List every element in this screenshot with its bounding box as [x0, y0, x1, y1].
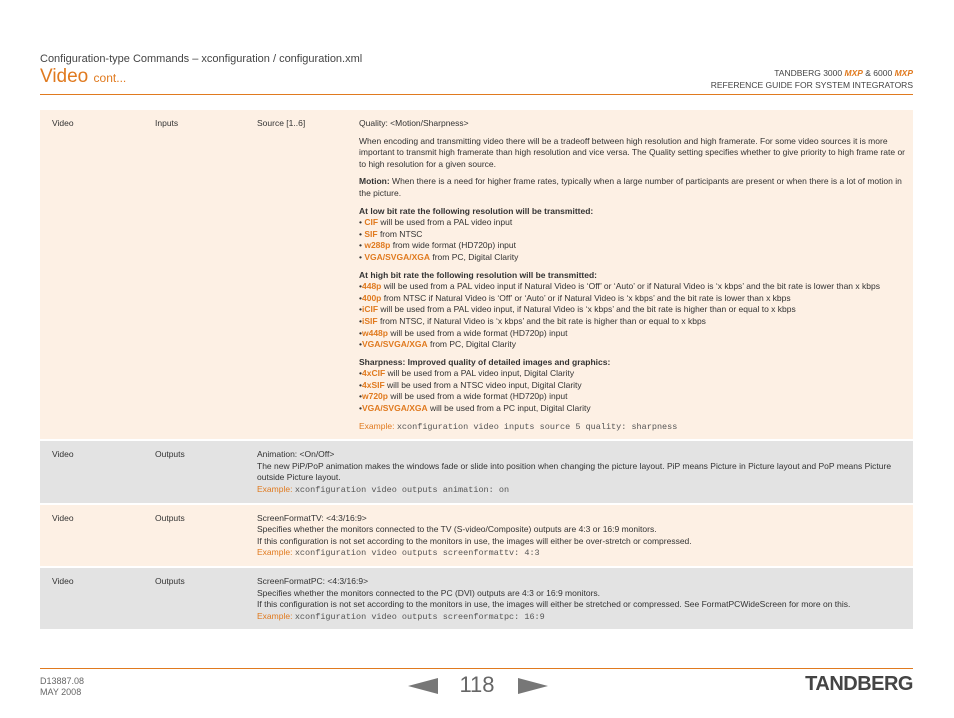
motion-para [359, 176, 907, 199]
tandberg-logo: TANDBERG [805, 673, 913, 695]
resolution-text: will be used from a wide format (HD720p) input [387, 327, 568, 338]
bullet: • [359, 403, 362, 414]
config-table [40, 108, 913, 631]
sharp-head: Sharpness: Improved quality of detailed images and graphics: [359, 356, 611, 367]
resolution-key: SIF [364, 228, 378, 239]
motion-label: Motion: [359, 176, 390, 187]
bullet: • [359, 217, 365, 228]
low-head: At low bit rate the following resolution will be transmitted: [359, 205, 594, 216]
bullet: • [359, 292, 362, 303]
cell-category: Video [40, 441, 143, 502]
example-label: Example: [257, 610, 293, 621]
list-item [359, 217, 907, 229]
motion-desc: When there is a need for higher frame rates, typically when a large number of participants are present or when there is a lot of motion in the picture. [359, 176, 902, 198]
cell-category: Video [40, 568, 143, 629]
resolution-text: from NTSC, if Natural Video is ‘x kbps’ and the bit rate is higher than or equal to x kbps [377, 315, 706, 326]
resolution-text: will be used from a PAL video input, Digital Clarity [385, 368, 575, 379]
resolution-key: w448p [361, 327, 388, 338]
resolution-text: from PC, Digital Clarity [430, 251, 519, 262]
resolution-key: 4xCIF [361, 368, 386, 379]
bullet: • [359, 368, 362, 379]
list-item [359, 293, 907, 305]
param-head: ScreenFormatPC: <4:3/16:9> [257, 576, 369, 586]
list-item [359, 252, 907, 264]
high-list [359, 281, 907, 351]
cell-group: Outputs [143, 505, 245, 566]
resolution-key: w288p [364, 240, 391, 251]
example [257, 484, 907, 497]
list-item [359, 240, 907, 252]
header-divider [40, 94, 913, 95]
doc-id [40, 676, 84, 698]
section-subtitle: Configuration-type Commands – xconfiguration / configuration.xml [40, 53, 363, 65]
resolution-text: will be used from a PC input, Digital Clarity [427, 403, 591, 414]
resolution-key: w720p [361, 391, 388, 402]
list-item [359, 368, 907, 380]
list-item [359, 380, 907, 392]
cell-group: Outputs [143, 568, 245, 629]
resolution-key: 448p [361, 281, 382, 292]
resolution-key: VGA/SVGA/XGA [361, 403, 428, 414]
list-item [359, 304, 907, 316]
page-title-text: Video [40, 66, 89, 87]
resolution-key: 400p [361, 292, 382, 303]
resolution-text: will be used from a PAL video input [378, 217, 513, 228]
param-line: If this configuration is not set according to the monitors in use, the images will either be stretched or compressed. See FormatPCWideScreen for more on this. [257, 599, 851, 610]
param-head: Animation: <On/Off> [257, 449, 335, 460]
param-head: ScreenFormatTV: <4:3/16:9> [257, 512, 367, 523]
resolution-text: will be used from a NTSC video input, Digital Clarity [384, 379, 582, 390]
footer-divider [40, 668, 913, 669]
next-page-arrow-icon[interactable] [518, 678, 548, 694]
doc-number: D13887.08 [40, 676, 85, 686]
list-item [359, 328, 907, 340]
resolution-text: from NTSC if Natural Video is ‘Off’ or ‘Auto’ or if Natural Video is ‘x kbps’ and the bit rate is lower than x kbps [381, 292, 791, 303]
example-code: xconfiguration video inputs source 5 quality: sharpness [396, 421, 678, 432]
quality-head: Quality: <Motion/Sharpness> [359, 118, 469, 128]
cell-category: Video [40, 110, 143, 439]
param-line: If this configuration is not set according to the monitors in use, the images will either be over-stretch or compressed. [257, 535, 692, 546]
list-item [359, 316, 907, 328]
page-title [40, 66, 126, 88]
cell-description [245, 568, 913, 629]
resolution-key: CIF [364, 217, 379, 228]
bullet: • [359, 304, 362, 315]
bullet: • [359, 240, 365, 251]
product-header [711, 67, 913, 91]
list-item [359, 391, 907, 403]
resolution-text: from PC, Digital Clarity [427, 339, 516, 350]
resolution-text: will be used from a PAL video input, if Natural Video is ‘x kbps’ and the bit rate is higher than or equal to x kbps [378, 304, 796, 315]
list-item [359, 281, 907, 293]
product-name [711, 67, 913, 79]
resolution-text: from NTSC [377, 228, 423, 239]
product-mid: & 6000 [862, 68, 895, 78]
cell-description [245, 505, 913, 566]
list-item [359, 229, 907, 241]
param-line: Specifies whether the monitors connected to the TV (S-video/Composite) outputs are 4:3 or 16:9 monitors. [257, 524, 657, 535]
guide-name: REFERENCE GUIDE FOR SYSTEM INTEGRATORS [710, 80, 913, 90]
example-label: Example: [359, 420, 395, 431]
list-item [359, 403, 907, 415]
cell-group: Inputs [143, 110, 245, 439]
example [359, 421, 907, 434]
table-row [40, 568, 913, 629]
product-mxp-1: MXP [844, 68, 863, 78]
sharp-list [359, 368, 907, 414]
bullet: • [359, 281, 362, 292]
cell-description [245, 441, 913, 502]
cell-group: Outputs [143, 441, 245, 502]
resolution-text: will be used from a wide format (HD720p) input [387, 391, 568, 402]
example [257, 611, 907, 624]
bullet: • [359, 391, 362, 402]
param-line: The new PiP/PoP animation makes the windows fade or slide into position when changing the picture layout. PiP means Picture in Picture layout and PoP means Picture outside Picture layout. [257, 460, 892, 483]
example [257, 547, 907, 560]
cell-parameter: Source [1..6] [245, 110, 347, 439]
bullet: • [359, 379, 362, 390]
prev-page-arrow-icon[interactable] [408, 678, 438, 694]
bullet: • [359, 228, 365, 239]
table-row [40, 505, 913, 566]
product-mxp-2: MXP [894, 68, 913, 78]
page-number: 118 [459, 672, 495, 697]
example-code: xconfiguration video outputs screenformatpc: 16:9 [294, 611, 545, 622]
bullet: • [359, 327, 362, 338]
high-head: At high bit rate the following resolution will be transmitted: [359, 269, 597, 280]
resolution-key: iCIF [361, 304, 379, 315]
table-row [40, 110, 913, 439]
resolution-text: from wide format (HD720p) input [390, 240, 517, 251]
param-line: Specifies whether the monitors connected to the PC (DVI) outputs are 4:3 or 16:9 monitors. [257, 587, 601, 598]
bullet: • [359, 251, 365, 262]
table-row [40, 441, 913, 502]
example-code: xconfiguration video outputs screenformattv: 4:3 [294, 548, 540, 559]
product-pre: TANDBERG 3000 [774, 68, 845, 78]
quality-desc: When encoding and transmitting video there will be a tradeoff between high resolution and high framerate. For some video sources it is more important to transmit high framerate than high resolution and vice versa. The Quality setting specifies whether to give priority to high frame rate or to high resolution for a given source. [359, 135, 906, 169]
doc-date: MAY 2008 [40, 687, 82, 697]
page-title-cont: cont... [93, 71, 127, 85]
resolution-key: VGA/SVGA/XGA [364, 251, 430, 262]
cell-description [347, 110, 913, 439]
list-item [359, 339, 907, 351]
bullet: • [359, 315, 362, 326]
cell-category: Video [40, 505, 143, 566]
resolution-text: will be used from a PAL video input if Natural Video is ‘Off’ or ‘Auto’ or if Natural Video is ‘x kbps’ and the bit rate is lower than x kbps [381, 281, 880, 292]
resolution-key: VGA/SVGA/XGA [361, 339, 428, 350]
example-label: Example: [257, 547, 293, 558]
example-code: xconfiguration video outputs animation: on [294, 485, 510, 496]
example-label: Example: [257, 484, 293, 495]
bullet: • [359, 339, 362, 350]
resolution-key: iSIF [361, 315, 378, 326]
resolution-key: 4xSIF [361, 379, 385, 390]
low-list [359, 217, 907, 263]
